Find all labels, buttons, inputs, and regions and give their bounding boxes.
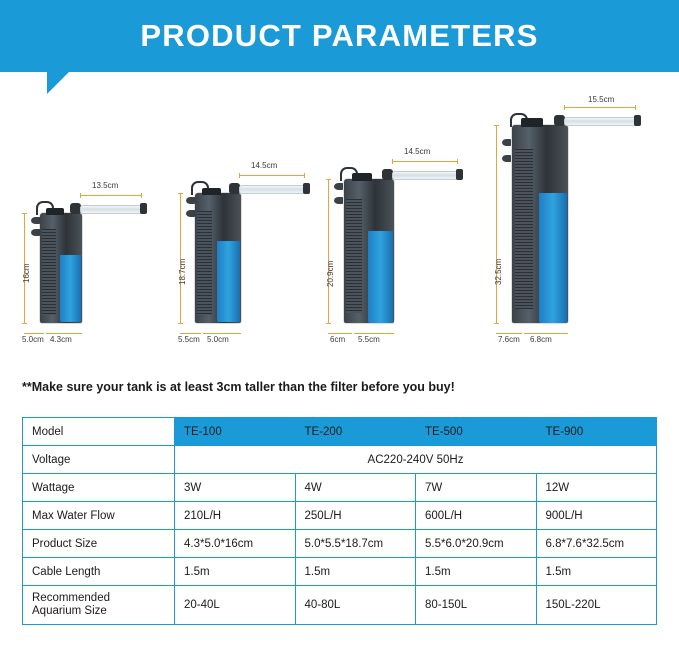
pipe-length-label: 14.5cm: [251, 161, 278, 170]
suction-cup-icon: [502, 155, 511, 162]
pipe-length-label: 15.5cm: [588, 95, 615, 104]
depth-dimension-line: [24, 333, 44, 334]
table-row-max-water-flow: [23, 502, 657, 530]
pipe-dimension-line: [564, 107, 636, 108]
intake-grill: [42, 229, 56, 315]
depth-dimension-line: [496, 333, 522, 334]
pipe-length-label: 13.5cm: [92, 181, 119, 190]
filter-top-cap: [46, 208, 64, 215]
depth-label: 5.5cm: [178, 335, 200, 344]
height-label: 16cm: [22, 263, 31, 283]
suction-cup-icon: [502, 139, 511, 146]
blue-front-panel: [60, 255, 81, 322]
dimension-tick: [494, 125, 499, 126]
suction-cup-icon: [186, 197, 195, 204]
dimension-tick: [392, 159, 393, 164]
filter-top-cap: [521, 118, 543, 127]
table-row-product-size: [23, 530, 657, 558]
depth-dimension-line: [180, 333, 201, 334]
depth-dimension-line: [328, 333, 352, 334]
pipe-end-cap: [456, 169, 463, 180]
pipe-end-cap: [303, 183, 310, 194]
height-dimension-line: [328, 179, 329, 323]
intake-grill: [346, 199, 362, 313]
filter-body: [344, 179, 394, 323]
suction-cup-icon: [186, 210, 195, 217]
cable-te-900: 1.5m: [536, 558, 657, 586]
height-label: 18.7cm: [178, 258, 187, 285]
intake-grill: [197, 211, 212, 315]
wattage-te-100: 3W: [175, 474, 296, 502]
outflow-pipe: [80, 205, 144, 214]
dimension-tick: [635, 105, 636, 110]
suction-cup-icon: [334, 197, 343, 204]
row-label: Cable Length: [23, 558, 175, 586]
width-label: 6.8cm: [530, 335, 552, 344]
pipe-dimension-line: [80, 195, 142, 196]
blue-front-panel: [217, 241, 240, 322]
row-label: Max Water Flow: [23, 502, 175, 530]
width-dimension-line: [354, 333, 394, 334]
depth-label: 7.6cm: [498, 335, 520, 344]
size-te-500: 5.5*6.0*20.9cm: [416, 530, 537, 558]
flow-te-200: 250L/H: [295, 502, 416, 530]
row-label: Voltage: [23, 446, 175, 474]
filter-body: [512, 125, 568, 323]
row-label: Wattage: [23, 474, 175, 502]
purchase-warning-note: **Make sure your tank is at least 3cm taller than the filter before you buy!: [22, 380, 455, 394]
outflow-pipe: [392, 171, 460, 180]
product-figure-te-500: [322, 95, 492, 345]
voltage-value: AC220-240V 50Hz: [175, 446, 657, 474]
product-figure-te-100: [18, 95, 178, 345]
dimension-tick: [80, 193, 81, 198]
width-label: 4.3cm: [50, 335, 72, 344]
cable-te-500: 1.5m: [416, 558, 537, 586]
row-label: Product Size: [23, 530, 175, 558]
filter-body: [195, 193, 241, 323]
height-label: 20.9cm: [326, 260, 335, 287]
flow-te-100: 210L/H: [175, 502, 296, 530]
height-dimension-line: [496, 125, 497, 323]
dimension-tick: [178, 193, 183, 194]
row-label: Model: [23, 418, 175, 446]
filter-top-cap: [352, 173, 372, 181]
banner-notch-decoration: [47, 72, 91, 94]
cable-te-200: 1.5m: [295, 558, 416, 586]
dimension-tick: [326, 179, 331, 180]
blue-front-panel: [539, 193, 567, 323]
table-row-voltage: [23, 446, 657, 474]
suction-cup-icon: [31, 229, 40, 236]
aquarium-te-500: 80-150L: [416, 586, 537, 625]
aquarium-te-900: 150L-220L: [536, 586, 657, 625]
pipe-end-cap: [634, 115, 641, 126]
dimension-tick: [304, 173, 305, 178]
row-label: [23, 586, 175, 625]
width-label: 5.0cm: [207, 335, 229, 344]
dimension-tick: [22, 213, 27, 214]
dimension-tick: [564, 105, 565, 110]
dimension-tick: [239, 173, 240, 178]
wattage-te-200: 4W: [295, 474, 416, 502]
table-row-recommended-aquarium-size: [23, 586, 657, 625]
model-cell-te-200: TE-200: [295, 418, 416, 446]
intake-grill: [515, 149, 533, 309]
flow-te-500: 600L/H: [416, 502, 537, 530]
specification-table: [22, 417, 657, 625]
size-te-100: 4.3*5.0*16cm: [175, 530, 296, 558]
filter-top-cap: [202, 188, 221, 195]
product-illustrations: [0, 95, 679, 365]
width-label: 5.5cm: [358, 335, 380, 344]
dimension-tick: [178, 323, 183, 324]
wattage-te-500: 7W: [416, 474, 537, 502]
model-cell-te-500: TE-500: [416, 418, 537, 446]
outflow-pipe: [564, 117, 638, 126]
page-title: PRODUCT PARAMETERS: [140, 18, 539, 53]
dimension-tick: [457, 159, 458, 164]
product-figure-te-900: [490, 95, 670, 345]
filter-body: [40, 213, 82, 323]
dimension-tick: [22, 323, 27, 324]
dimension-tick: [494, 323, 499, 324]
depth-label: 5.0cm: [22, 335, 44, 344]
model-cell-te-900: TE-900: [536, 418, 657, 446]
pipe-length-label: 14.5cm: [404, 147, 431, 156]
height-label: 32.5cm: [494, 258, 503, 285]
pipe-dimension-line: [392, 161, 458, 162]
size-te-900: 6.8*7.6*32.5cm: [536, 530, 657, 558]
dimension-tick: [326, 323, 331, 324]
outflow-pipe: [239, 185, 307, 194]
flow-te-900: 900L/H: [536, 502, 657, 530]
aquarium-te-200: 40-80L: [295, 586, 416, 625]
blue-front-panel: [368, 231, 393, 323]
width-dimension-line: [203, 333, 241, 334]
pipe-dimension-line: [239, 175, 305, 176]
model-cell-te-100: TE-100: [175, 418, 296, 446]
product-figure-te-200: [175, 95, 340, 345]
table-row-cable-length: [23, 558, 657, 586]
suction-cup-icon: [334, 183, 343, 190]
cable-te-100: 1.5m: [175, 558, 296, 586]
width-dimension-line: [524, 333, 568, 334]
header-banner: [0, 0, 679, 72]
dimension-tick: [141, 193, 142, 198]
size-te-200: 5.0*5.5*18.7cm: [295, 530, 416, 558]
pipe-end-cap: [140, 203, 147, 214]
table-row-wattage: [23, 474, 657, 502]
row-label-line-2: Aquarium Size: [32, 605, 107, 617]
depth-label: 6cm: [330, 335, 346, 344]
aquarium-te-100: 20-40L: [175, 586, 296, 625]
row-label-line-1: Recommended: [32, 592, 110, 604]
table-row-model: [23, 418, 657, 446]
wattage-te-900: 12W: [536, 474, 657, 502]
width-dimension-line: [46, 333, 82, 334]
suction-cup-icon: [31, 217, 40, 224]
